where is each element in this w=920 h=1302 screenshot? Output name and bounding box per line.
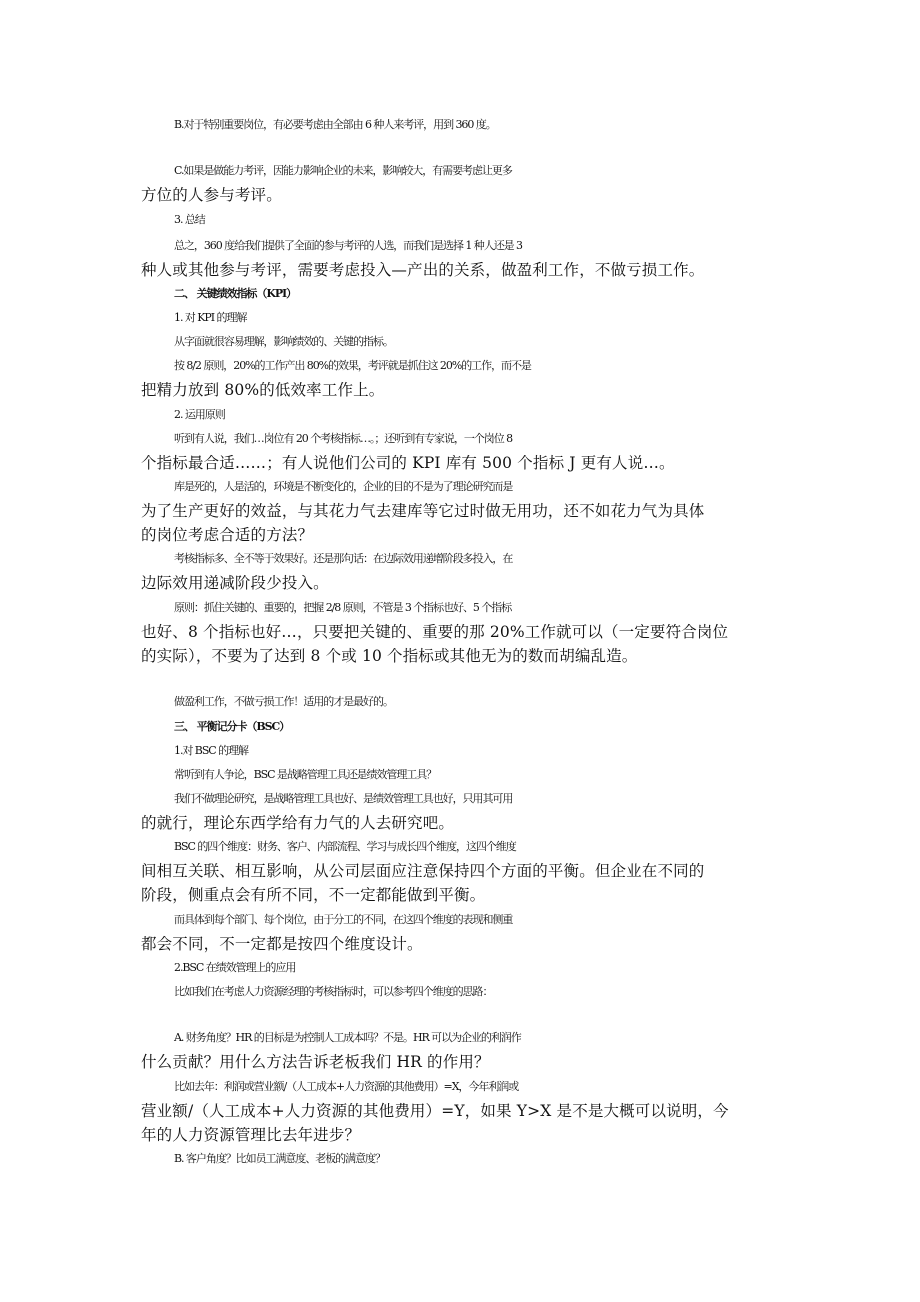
paragraph-line: 听到有人说，我们…岗位有 20 个考核指标…。；还听到有专家说，一个岗位 8 (174, 432, 513, 445)
paragraph-line: 都会不同，不一定都是按四个维度设计。 (141, 935, 423, 953)
paragraph-line: B.对于特别重要岗位，有必要考虑由全部由 6 种人来考评，用到 360 度。 (174, 118, 496, 131)
paragraph-line: 比如去年：利润或营业额/（人工成本+人力资源的其他费用）=X，今年利润或 (174, 1080, 519, 1093)
paragraph-line: 考核指标多、全不等于效果好。还是那句话：在边际效用递增阶段多投入，在 (174, 552, 513, 565)
paragraph-line: 种人或其他参与考评，需要考虑投入—产出的关系，做盈利工作，不做亏损工作。 (141, 261, 705, 279)
paragraph-line: 按 8/2 原则，20%的工作产出 80%的效果，考评就是抓住这 20%的工作，而不是 (174, 359, 531, 372)
paragraph-line: 营业额/（人工成本+人力资源的其他费用）=Y，如果 Y>X 是不是大概可以说明，今 (141, 1102, 729, 1120)
paragraph-line: 库是死的，人是活的，环境是不断变化的，企业的目的不是为了理论研究而是 (174, 480, 513, 493)
paragraph-line: 而具体到每个部门、每个岗位，由于分工的不同，在这四个维度的表现和侧重 (174, 913, 513, 926)
paragraph-line: 个指标最合适……；有人说他们公司的 KPI 库有 500 个指标 J 更有人说…。 (141, 454, 675, 472)
paragraph-line: 方位的人参与考评。 (141, 186, 282, 204)
paragraph-line: 比如我们在考虑人力资源经理的考核指标时，可以参考四个维度的思路： (174, 985, 493, 998)
paragraph-line: B. 客户角度？比如员工满意度、老板的满意度？ (174, 1152, 385, 1165)
paragraph-line: 阶段，侧重点会有所不同，不一定都能做到平衡。 (141, 886, 486, 904)
section-subheading: 1.对 BSC 的理解 (174, 744, 248, 757)
paragraph-line: 的就行，理论东西学给有力气的人去研究吧。 (141, 814, 455, 832)
paragraph-line: 总之，360 度给我们提供了全面的参与考评的人选，而我们是选择 1 种人还是 3 (174, 239, 522, 252)
paragraph-line: 原则：抓住关键的、重要的，把握 2/8 原则，不管是 3 个指标也好、5 个指标 (174, 601, 512, 614)
section-heading-kpi: 二、 关键绩效指标（KPI） (174, 287, 297, 300)
paragraph-line: 间相互关联、相互影响，从公司层面应注意保持四个方面的平衡。但企业在不同的 (141, 862, 705, 880)
section-subheading: 1. 对 KPI 的理解 (174, 311, 247, 324)
paragraph-line: 为了生产更好的效益，与其花力气去建库等它过时做无用功，还不如花力气为具体 (141, 502, 705, 520)
paragraph-line: 的实际），不要为了达到 8 个或 10 个指标或其他无为的数而胡编乱造。 (141, 647, 638, 665)
section-subheading: 3. 总结 (174, 213, 205, 226)
paragraph-line: 边际效用递减阶段少投入。 (141, 574, 329, 592)
paragraph-line: 的岗位考虑合适的方法？ (141, 526, 314, 544)
paragraph-line: 把精力放到 80%的低效率工作上。 (141, 381, 385, 399)
paragraph-line: BSC 的四个维度：财务、客户、内部流程、学习与成长四个维度，这四个维度 (174, 840, 516, 853)
section-heading-bsc: 三、 平衡记分卡（BSC） (174, 720, 290, 733)
paragraph-line: 也好、8 个指标也好…，只要把关键的、重要的那 20%工作就可以（一定要符合岗位 (141, 623, 729, 641)
paragraph-line: A. 财务角度？HR 的目标是为控制人工成本吗？不是。HR 可以为企业的利润作 (174, 1031, 521, 1044)
paragraph-line: 常听到有人争论，BSC 是战略管理工具还是绩效管理工具？ (174, 768, 437, 781)
paragraph-line: 做盈利工作，不做亏损工作！适用的才是最好的。 (174, 695, 393, 708)
paragraph-line: 从字面就很容易理解，影响绩效的、关键的指标。 (174, 335, 393, 348)
paragraph-line: 年的人力资源管理比去年进步？ (141, 1126, 361, 1144)
section-subheading: 2. 运用原则 (174, 408, 225, 421)
section-subheading: 2.BSC 在绩效管理上的应用 (174, 961, 296, 974)
paragraph-line: C.如果是做能力考评，因能力影响企业的未来，影响较大，有需要考虑让更多 (174, 164, 512, 177)
paragraph-line: 什么贡献？用什么方法告诉老板我们 HR 的作用？ (141, 1053, 490, 1071)
paragraph-line: 我们不做理论研究，是战略管理工具也好、是绩效管理工具也好，只用其可用 (174, 792, 513, 805)
